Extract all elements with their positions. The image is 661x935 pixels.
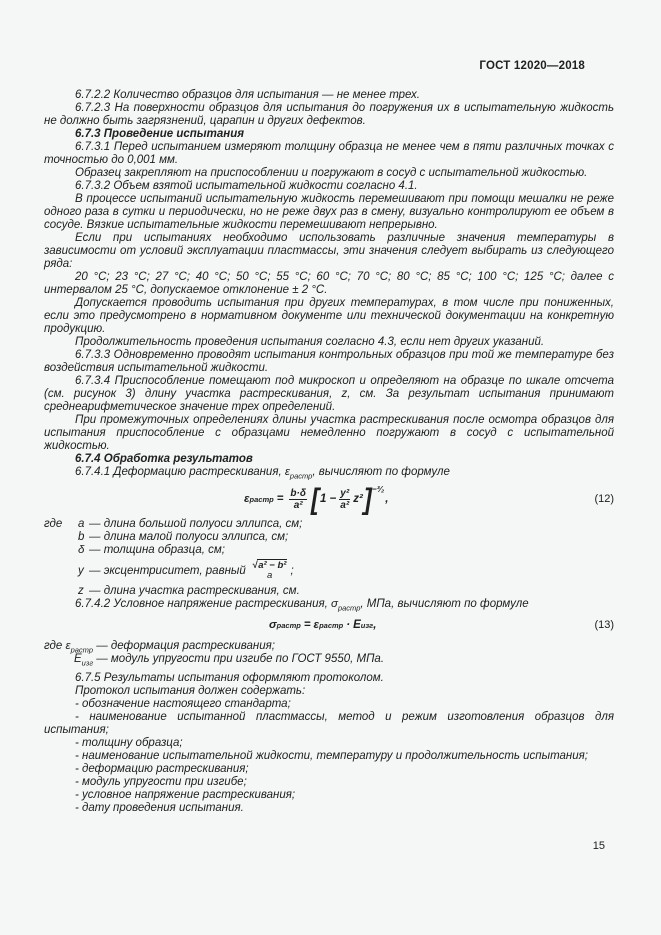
comma: , xyxy=(373,619,377,631)
definition-text: — длина участка растрескивания, см. xyxy=(89,585,300,597)
z-squared-term: z² xyxy=(353,493,363,505)
protocol-item: - наименование испытательной жидкости, температуру и продолжительность испытания; xyxy=(75,750,588,762)
formula-13 xyxy=(44,619,614,632)
fraction-numerator: y² xyxy=(340,488,350,499)
formula-12 xyxy=(44,482,614,516)
eccentricity-fraction xyxy=(252,561,287,582)
paragraph-temp-row: 20 °С; 23 °С; 27 °С; 40 °С; 50 °С; 55 °С; 60 °С; 70 °С; 80 °С; 85 °С; 100 °С; 125 °С; далее с интервалом 25 °С, допускаемое отклонение ± 2 °С. xyxy=(44,271,614,296)
definition-y-eccentricity xyxy=(44,557,614,585)
definition-text: — модуль упругости при изгибе по ГОСТ 9550, МПа. xyxy=(93,653,385,665)
paragraph-6742 xyxy=(44,598,614,611)
formula-12-expression: ε растр = $\frac{b\cdot\delta}{\text{a²}}$ [ 1 − $\frac{\text{y²}}{\text{a²}}$ z² ] $^{-^3⁄_2}$ , xyxy=(244,482,389,516)
fraction-denominator: a xyxy=(267,570,273,581)
definition-b xyxy=(44,531,614,544)
symbol-a: a xyxy=(78,518,85,530)
definition-modulus xyxy=(44,653,614,666)
equals-sign: = xyxy=(276,493,284,505)
paragraph-other-temp: Допускается проводить испытания при других температурах, в том числе при пониженных, если это предусмотрено в нормативном документе или технической документации на конкретную продукцию. xyxy=(44,297,614,335)
definition-text: — длина малой полуоси эллипса, см; xyxy=(89,531,289,543)
paragraph-6741-tail: , вычисляют по формуле xyxy=(312,466,450,478)
radicand: a² − b² xyxy=(258,559,287,571)
modulus-subscript: изг xyxy=(81,658,94,668)
fraction-y2-over-a2 xyxy=(339,488,350,511)
paragraph-6731: 6.7.3.1 Перед испытанием измеряют толщину образца не менее чем в пяти различных точках с точностью до 0,001 мм. xyxy=(44,141,614,166)
definition-epsilon xyxy=(44,640,614,653)
paragraph-duration: Продолжительность проведения испытания согласно 4.3, если нет других указаний. xyxy=(75,336,545,348)
paragraph-6733: 6.7.3.3 Одновременно проводят испытания контрольных образцов при той же температуре без воздействия испытательной жидкости. xyxy=(44,349,614,374)
protocol-item: - дату проведения испытания. xyxy=(75,802,244,814)
heading-674: 6.7.4 Обработка результатов xyxy=(75,453,253,465)
definition-text: — эксцентриситет, равный xyxy=(89,564,246,577)
formula-13-expression: σ растр = ε растр · E изг , xyxy=(269,619,377,631)
epsilon-symbol: ε xyxy=(284,466,290,478)
semicolon: ; xyxy=(290,564,294,577)
protocol-item: - обозначение настоящего стандарта; xyxy=(75,698,291,710)
paragraph-mixing: В процессе испытаний испытательную жидкость перемешивают при помощи мешалки не реже одного раза в сутки и периодически, но не реже двух раз в смену, визуально контролируют ее объем в сосуде. Вязкие испытательные жидкости перемешивают непрерывно. xyxy=(44,193,614,231)
where-label: где xyxy=(44,518,63,530)
paragraph-6722: 6.7.2.2 Количество образцов для испытания — не менее трех. xyxy=(75,89,420,101)
definition-text: — толщина образца, см; xyxy=(89,544,225,556)
protocol-item: - деформацию растрескивания; xyxy=(75,763,249,775)
comma: , xyxy=(385,493,389,505)
document-body xyxy=(44,89,614,815)
protocol-item: - наименование испытанной пластмассы, метод и режим изготовления образцов для испытания; xyxy=(44,711,614,736)
paragraph-675: 6.7.5 Результаты испытания оформляют протоколом. xyxy=(75,672,384,684)
symbol-z: z xyxy=(78,585,84,597)
definitions-formula-13 xyxy=(44,640,614,666)
paragraph-6741-text: 6.7.4.1 Деформацию растрескивания, xyxy=(75,466,285,478)
protocol-item: - модуль упругости при изгибе; xyxy=(75,776,247,788)
symbol-delta: δ xyxy=(78,544,85,556)
paragraph-6742-text: 6.7.4.2 Условное напряжение растрескивания, xyxy=(75,598,331,610)
fraction-b-delta-over-a2 xyxy=(289,488,307,511)
exponent: −³⁄₂ xyxy=(371,484,385,494)
epsilon-subscript: растр xyxy=(70,645,93,655)
radical-sign: √ xyxy=(251,559,258,571)
epsilon-subscript: растр xyxy=(289,471,313,481)
page-number: 15 xyxy=(592,840,605,852)
equals-sign: = xyxy=(303,619,311,631)
symbol-y: y xyxy=(78,564,84,577)
equation-number-12: (12) xyxy=(594,493,614,505)
paragraph-6734: 6.7.3.4 Приспособление помещают под микроскоп и определяют на образце по шкале отсчета (см. рисунок 3) длину участка растрескивания, z, см. За результат испытания принимают среднеарифметическое значение трех определений. xyxy=(44,375,614,413)
modulus-symbol: E xyxy=(74,653,82,665)
standard-designation: ГОСТ 12020—2018 xyxy=(479,60,585,72)
right-bracket: ] xyxy=(363,482,372,516)
multiplication-dot: · xyxy=(346,619,351,631)
paragraph-6741 xyxy=(44,466,614,479)
sigma-subscript: растр xyxy=(337,603,361,613)
epsilon-symbol: ε xyxy=(313,619,320,631)
bracket-term: 1 − xyxy=(319,493,337,505)
left-bracket: [ xyxy=(310,482,319,516)
paragraph-interim: При промежуточных определениях длины участка растрескивания после осмотра образцов для испытания приспособление с образцами немедленно погружают в сосуд с испытательной жидкостью. xyxy=(44,414,614,452)
paragraph-temp-intro: Если при испытаниях необходимо использовать различные значения температуры в зависимости от условий эксплуатации пластмассы, эти значения следует выбирать из следующего ряда: xyxy=(44,232,614,270)
epsilon-symbol: ε xyxy=(244,493,250,505)
fraction-numerator: b·δ xyxy=(290,488,306,499)
sigma-symbol: σ xyxy=(331,598,338,610)
protocol-item: - условное напряжение растрескивания; xyxy=(75,789,296,801)
modulus-symbol: E xyxy=(353,619,361,631)
epsilon-symbol: ε xyxy=(65,640,71,652)
definitions-formula-12 xyxy=(44,518,614,598)
definition-delta xyxy=(44,544,614,557)
fraction-denominator: a² xyxy=(340,500,350,511)
heading-673: 6.7.3 Проведение испытания xyxy=(75,128,244,140)
paragraph-protocol: Протокол испытания должен содержать: xyxy=(75,685,306,697)
paragraph-6731b: Образец закрепляют на приспособлении и погружают в сосуд с испытательной жидкостью. xyxy=(75,167,588,179)
fraction-denominator: a² xyxy=(293,500,303,511)
paragraph-6723: 6.7.2.3 На поверхности образцов для испытания до погружения их в испытательную жидкость не должно быть загрязнений, царапин и других дефектов. xyxy=(44,102,614,127)
definition-z xyxy=(44,585,614,598)
protocol-item: - толщину образца; xyxy=(75,737,183,749)
paragraph-6732: 6.7.3.2 Объем взятой испытательной жидкости согласно 4.1. xyxy=(75,180,418,192)
symbol-b: b xyxy=(78,531,85,543)
paragraph-6742-tail: , МПа, вычисляют по формуле xyxy=(360,598,529,610)
where-label: где xyxy=(44,640,66,652)
equation-number-13: (13) xyxy=(594,619,614,631)
sigma-symbol: σ xyxy=(269,619,277,631)
definition-text: — длина большой полуоси эллипса, см; xyxy=(89,518,303,530)
definition-text: — деформация растрескивания; xyxy=(93,640,275,652)
definition-a xyxy=(44,518,614,531)
